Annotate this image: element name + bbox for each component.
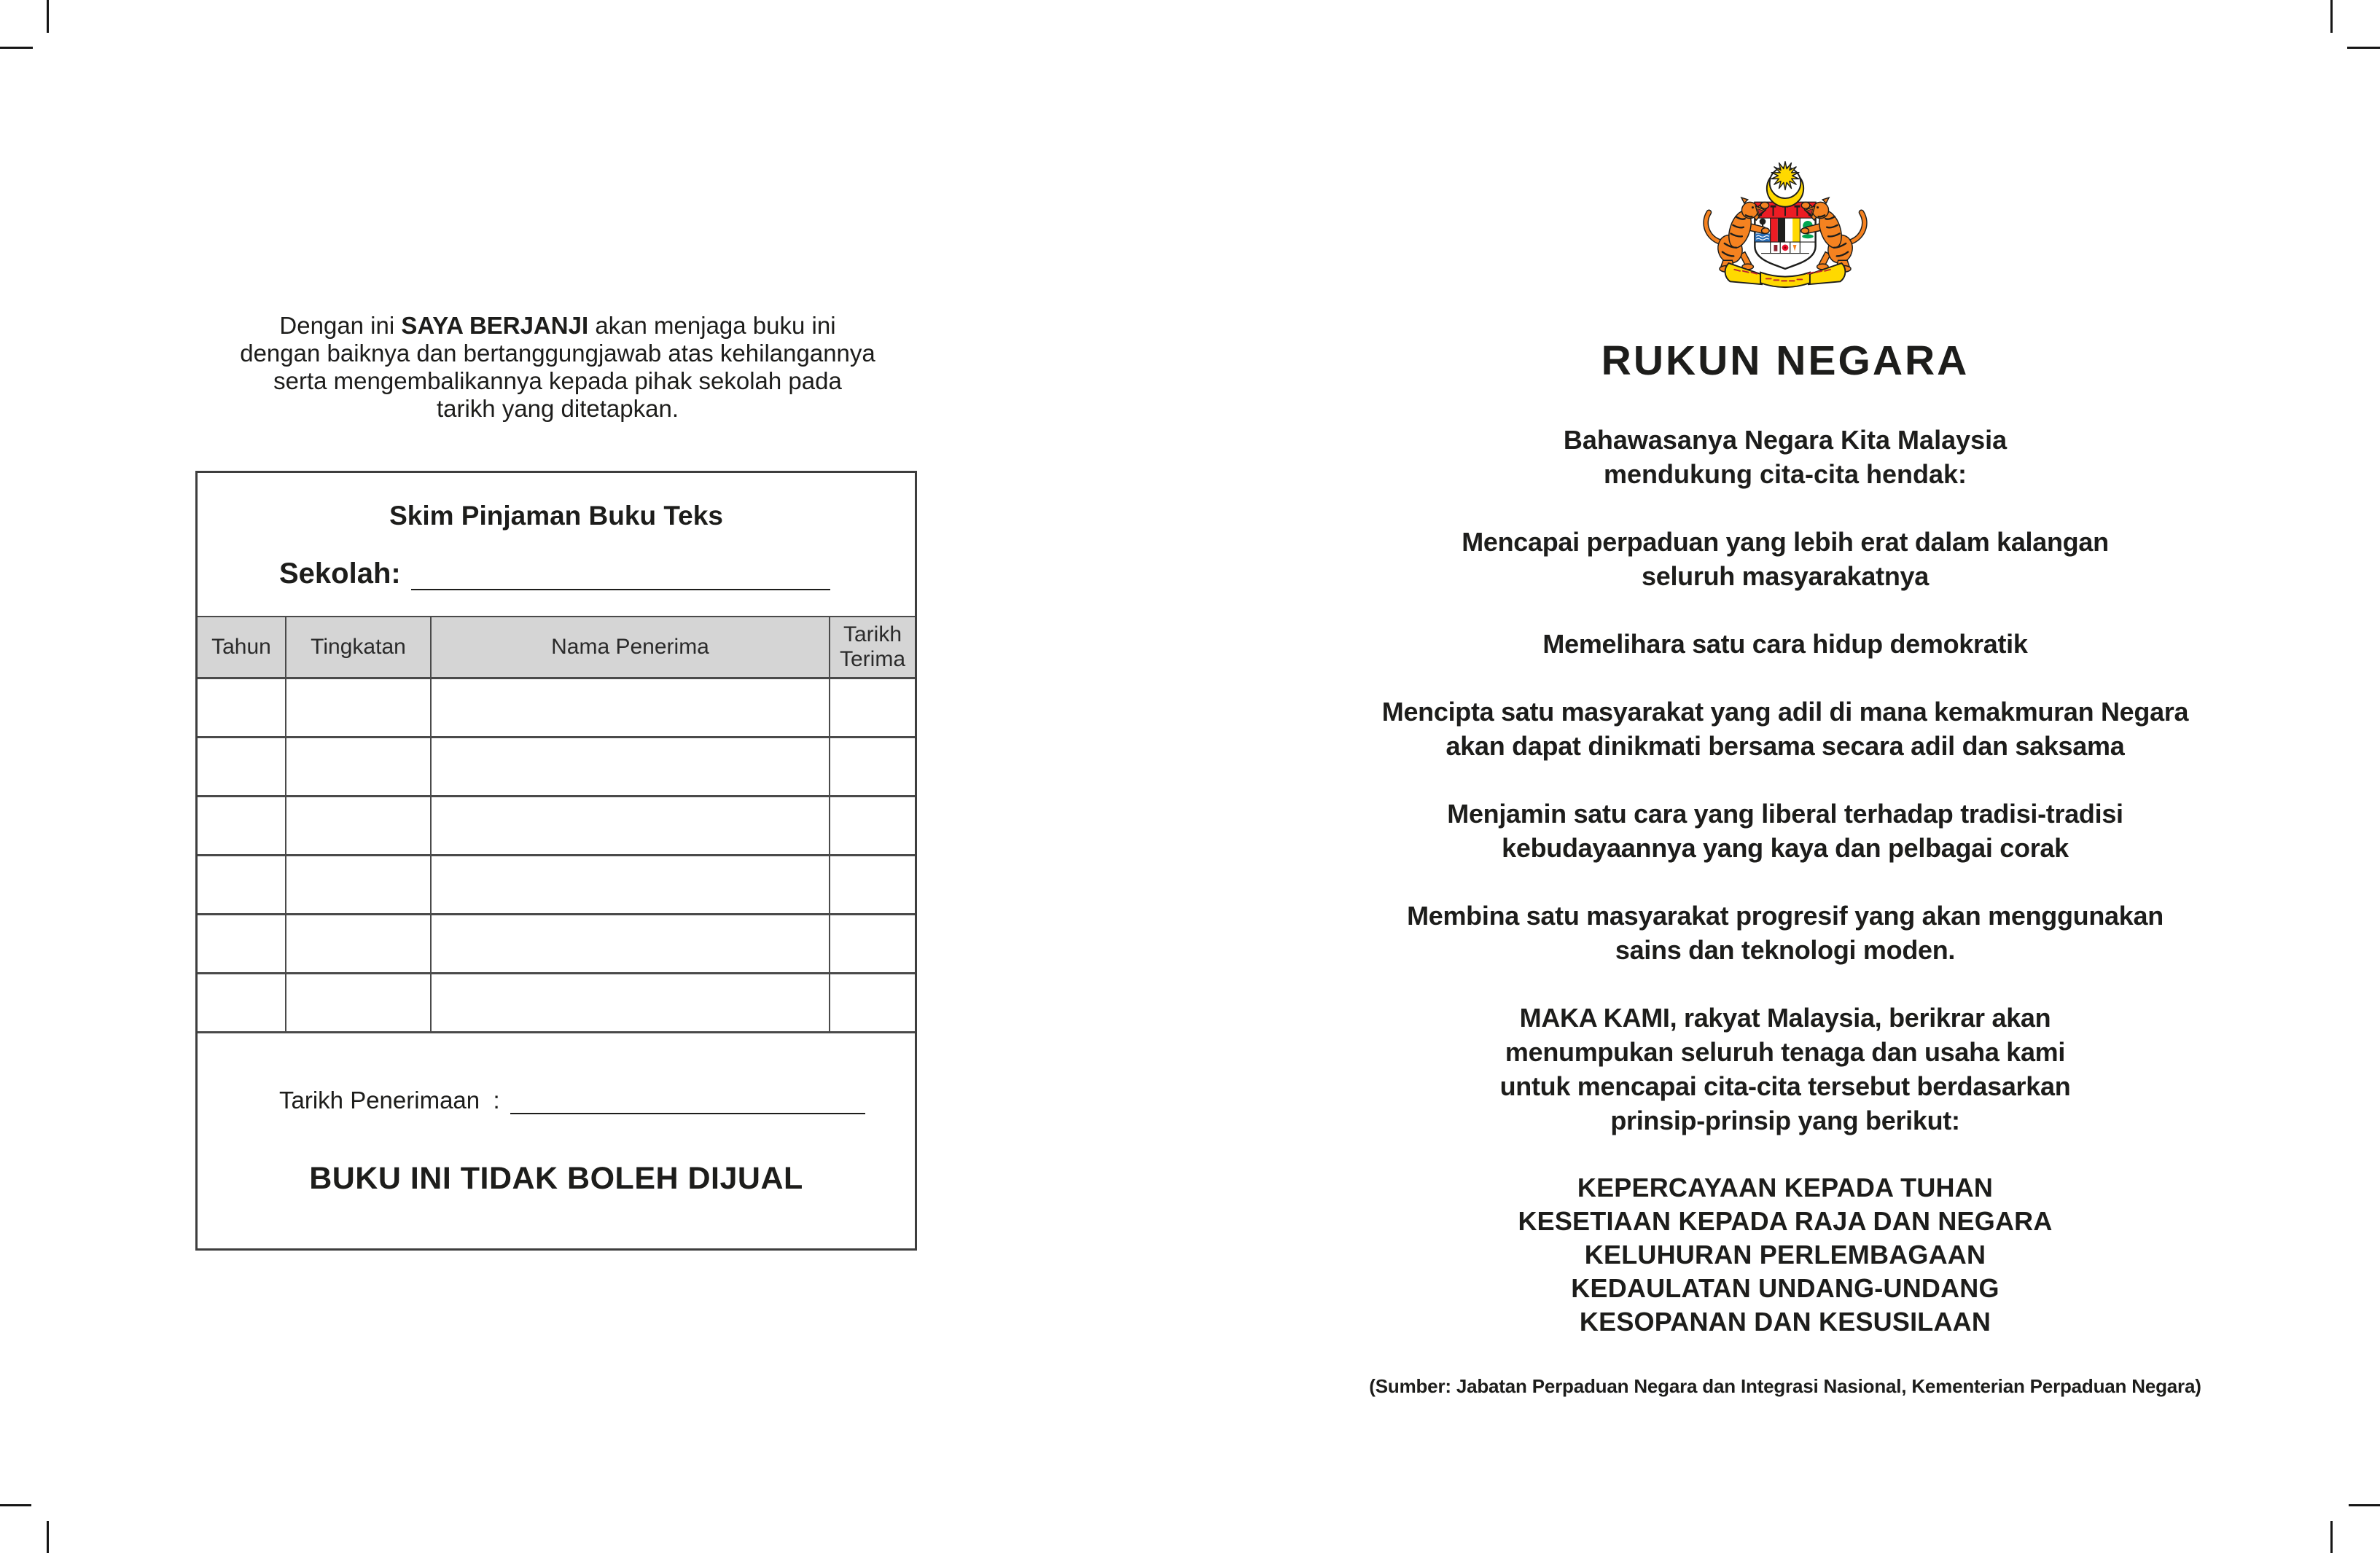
table-header-row bbox=[198, 617, 915, 678]
national-pledge bbox=[1500, 1001, 2071, 1138]
table-cell bbox=[830, 797, 915, 856]
principle-4: KEDAULATAN UNDANG-UNDANG bbox=[1571, 1273, 1999, 1303]
table-cell bbox=[431, 678, 830, 738]
table-cell bbox=[431, 856, 830, 915]
table-row bbox=[198, 797, 915, 856]
aspiration-3-line1: Mencipta satu masyarakat yang adil di mana kemakmuran Negara bbox=[1381, 697, 2189, 727]
preamble bbox=[1564, 423, 2007, 491]
rukun-negara-page bbox=[1190, 0, 2380, 1553]
table-cell bbox=[830, 856, 915, 915]
aspiration-5-line1: Membina satu masyarakat progresif yang akan menggunakan bbox=[1407, 901, 2164, 931]
aspiration-1-line1: Mencapai perpaduan yang lebih erat dalam kalangan bbox=[1462, 527, 2109, 557]
col-tingkatan: Tingkatan bbox=[286, 617, 431, 678]
not-for-sale-notice: BUKU INI TIDAK BOLEH DIJUAL bbox=[309, 1161, 803, 1196]
malaysia-coat-of-arms-icon bbox=[1693, 154, 1877, 289]
pledge-line1: MAKA KAMI, rakyat Malaysia, berikrar akan bbox=[1519, 1003, 2051, 1033]
table-cell bbox=[286, 856, 431, 915]
school-label: Sekolah: bbox=[279, 558, 401, 590]
pledge-line1-post: akan menjaga buku ini bbox=[588, 312, 836, 339]
principle-2: KESETIAAN KEPADA RAJA DAN NEGARA bbox=[1518, 1206, 2053, 1236]
source-attribution: (Sumber: Jabatan Perpaduan Negara dan Integrasi Nasional, Kementerian Perpaduan Negara) bbox=[1369, 1375, 2201, 1397]
borrower-pledge-text bbox=[109, 312, 1006, 423]
col-tarikh-terima: Tarikh Terima bbox=[830, 617, 915, 678]
pledge-line3: untuk mencapai cita-cita tersebut berdasarkan bbox=[1499, 1071, 2071, 1101]
table-cell bbox=[286, 915, 431, 974]
receipt-date-label: Tarikh Penerimaan : bbox=[279, 1087, 500, 1114]
pledge-line2: dengan baiknya dan bertanggungjawab atas kehilangannya bbox=[240, 340, 875, 367]
pledge-line1-pre: Dengan ini bbox=[279, 312, 402, 339]
table-row bbox=[198, 974, 915, 1033]
aspiration-2 bbox=[1542, 627, 2027, 661]
table-row bbox=[198, 738, 915, 797]
aspiration-3 bbox=[1382, 695, 2188, 763]
pledge-line3: serta mengembalikannya kepada pihak sekolah pada bbox=[273, 367, 842, 394]
receipt-date-fill-line bbox=[510, 1084, 865, 1114]
aspiration-5 bbox=[1407, 899, 2164, 967]
aspiration-4-line2: kebudayaannya yang kaya dan pelbagai corak bbox=[1502, 833, 2069, 863]
pledge-line1-bold: SAYA BERJANJI bbox=[401, 312, 589, 339]
table-cell bbox=[830, 678, 915, 738]
loan-form-box bbox=[195, 471, 917, 1251]
aspiration-2-line1: Memelihara satu cara hidup demokratik bbox=[1542, 629, 2028, 659]
table-cell bbox=[830, 915, 915, 974]
table-row bbox=[198, 678, 915, 738]
aspiration-4 bbox=[1447, 797, 2123, 865]
table-cell bbox=[830, 738, 915, 797]
table-cell bbox=[830, 974, 915, 1033]
table-cell bbox=[198, 974, 286, 1033]
table-cell bbox=[431, 915, 830, 974]
pledge-line2: menumpukan seluruh tenaga dan usaha kami bbox=[1505, 1037, 2066, 1067]
page-title: RUKUN NEGARA bbox=[1601, 337, 1970, 384]
table-cell bbox=[286, 974, 431, 1033]
principle-3: KELUHURAN PERLEMBAGAAN bbox=[1584, 1240, 1986, 1270]
principle-5: KESOPANAN DAN KESUSILAAN bbox=[1579, 1307, 1991, 1337]
table-cell bbox=[431, 738, 830, 797]
principle-1: KEPERCAYAAN KEPADA TUHAN bbox=[1577, 1173, 1994, 1202]
table-cell bbox=[286, 797, 431, 856]
col-nama-penerima: Nama Penerima bbox=[431, 617, 830, 678]
aspiration-4-line1: Menjamin satu cara yang liberal terhadap tradisi-tradisi bbox=[1447, 799, 2123, 829]
table-cell bbox=[431, 974, 830, 1033]
table-cell bbox=[198, 856, 286, 915]
school-row bbox=[279, 558, 830, 590]
aspiration-1-line2: seluruh masyarakatnya bbox=[1642, 561, 1929, 591]
table-cell bbox=[286, 678, 431, 738]
form-title: Skim Pinjaman Buku Teks bbox=[389, 501, 723, 531]
aspiration-1 bbox=[1462, 525, 2109, 593]
preamble-line1: Bahawasanya Negara Kita Malaysia bbox=[1563, 425, 2008, 455]
table-cell bbox=[198, 678, 286, 738]
table-cell bbox=[286, 738, 431, 797]
receipt-date-row bbox=[279, 1084, 865, 1114]
principles-list bbox=[1518, 1171, 2052, 1339]
pledge-line4: prinsip-prinsip yang berikut: bbox=[1610, 1106, 1960, 1135]
aspiration-5-line2: sains dan teknologi moden. bbox=[1615, 935, 1956, 965]
preamble-line2: mendukung cita-cita hendak: bbox=[1603, 459, 1967, 489]
table-cell bbox=[431, 797, 830, 856]
col-tahun: Tahun bbox=[198, 617, 286, 678]
table-row bbox=[198, 915, 915, 974]
table-row bbox=[198, 856, 915, 915]
school-fill-line bbox=[411, 560, 830, 590]
table-cell bbox=[198, 915, 286, 974]
pledge-line4: tarikh yang ditetapkan. bbox=[436, 395, 679, 422]
loan-record-table bbox=[198, 616, 915, 1033]
table-cell bbox=[198, 738, 286, 797]
table-cell bbox=[198, 797, 286, 856]
aspiration-3-line2: akan dapat dinikmati bersama secara adil dan saksama bbox=[1445, 731, 2125, 761]
